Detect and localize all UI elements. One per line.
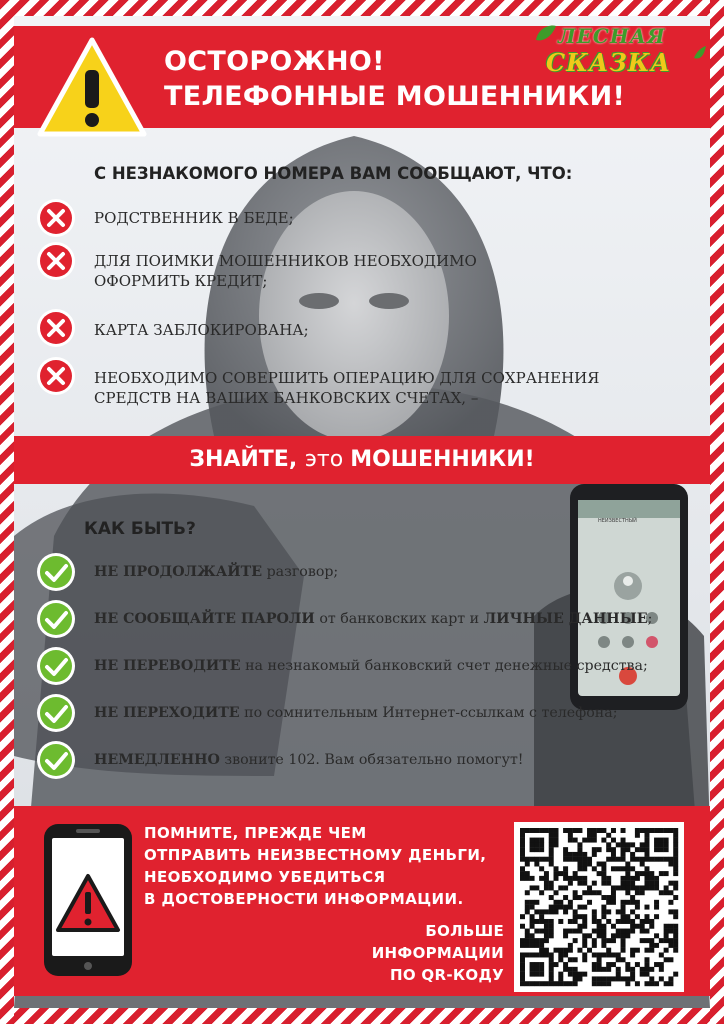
item-line-1: РОДСТВЕННИК В БЕДЕ; — [94, 209, 294, 227]
qr-info-text — [344, 920, 504, 986]
phone-warning-icon — [38, 820, 138, 980]
poster — [14, 16, 710, 1008]
footer-banner — [14, 806, 710, 996]
striped-border-right — [710, 0, 724, 1024]
green-check-icon — [36, 599, 76, 639]
red-cross-icon — [36, 356, 76, 396]
section-heading-howto: КАК БЫТЬ? — [84, 519, 196, 539]
alert-text-1: ЗНАЙТЕ, — [189, 447, 305, 472]
remember-line: ОТПРАВИТЬ НЕИЗВЕСТНОМУ ДЕНЬГИ, — [144, 846, 487, 864]
item-line-2: СРЕДСТВ НА ВАШИХ БАНКОВСКИХ СЧЕТАХ, – — [94, 389, 479, 407]
title-line-1: ОСТОРОЖНО! — [164, 46, 385, 77]
item-line-1: КАРТА ЗАБЛОКИРОВАНА; — [94, 321, 309, 339]
red-cross-icon — [36, 198, 76, 238]
tip-text: на незнакомый банковский счет денежные средства; — [240, 658, 648, 674]
green-check-icon — [36, 552, 76, 592]
tip-text: по сомнительным Интернет-ссылкам с телефона; — [239, 705, 618, 721]
tip-bold: НЕ ПЕРЕВОДИТЕ — [94, 658, 241, 674]
remember-line: ПОМНИТЕ, ПРЕЖДЕ ЧЕМ — [144, 824, 367, 842]
tip-bold-2: ЛИЧНЫЕ ДАННЫЕ — [483, 611, 648, 627]
green-check-icon — [36, 646, 76, 686]
red-cross-icon — [36, 241, 76, 281]
brand-logo — [530, 22, 706, 84]
striped-border-bottom — [0, 1008, 724, 1024]
phone-caller-label: НЕИЗВЕСТНЫЙ — [598, 518, 637, 524]
section-heading-warnings: С НЕЗНАКОМОГО НОМЕРА ВАМ СООБЩАЮТ, ЧТО: — [94, 164, 573, 183]
alert-text-3: МОШЕННИКИ! — [350, 447, 535, 472]
more-line: ИНФОРМАЦИИ — [371, 944, 504, 962]
item-line-2: ОФОРМИТЬ КРЕДИТ; — [94, 272, 268, 290]
green-check-icon — [36, 693, 76, 733]
logo-line-1: ЛЕСНАЯ — [558, 24, 666, 48]
striped-border-left — [0, 0, 14, 1024]
red-cross-icon — [36, 308, 76, 348]
tip-bold: НЕМЕДЛЕННО — [94, 752, 220, 768]
alert-banner — [14, 436, 710, 484]
item-line-1: ДЛЯ ПОИМКИ МОШЕННИКОВ НЕОБХОДИМО — [94, 252, 477, 270]
tip-bold: НЕ ПРОДОЛЖАЙТЕ — [94, 564, 263, 580]
logo-line-2: СКАЗКА — [546, 48, 672, 77]
tip-text: звоните 102. Вам обязательно помогут! — [219, 752, 524, 768]
striped-border-top — [0, 0, 724, 16]
more-line: ПО QR-КОДУ — [390, 966, 504, 984]
green-check-icon — [36, 740, 76, 780]
fine-print — [34, 990, 694, 998]
warning-triangle-icon — [36, 34, 148, 146]
remember-line: НЕОБХОДИМО УБЕДИТЬСЯ — [144, 868, 386, 886]
tip-bold: НЕ СООБЩАЙТЕ ПАРОЛИ — [94, 611, 315, 627]
more-line: БОЛЬШЕ — [425, 922, 504, 940]
tip-text-2: ; — [647, 611, 653, 627]
item-line-1: НЕОБХОДИМО СОВЕРШИТЬ ОПЕРАЦИЮ ДЛЯ СОХРАНЕНИЯ — [94, 369, 600, 387]
tip-bold: НЕ ПЕРЕХОДИТЕ — [94, 705, 240, 721]
alert-text-2: это — [304, 447, 351, 472]
remember-notice — [144, 822, 504, 910]
title-line-2: ТЕЛЕФОННЫЕ МОШЕННИКИ! — [164, 81, 626, 112]
qr-code-icon[interactable] — [514, 822, 684, 992]
remember-line: В ДОСТОВЕРНОСТИ ИНФОРМАЦИИ. — [144, 890, 464, 908]
tip-text: разговор; — [262, 564, 339, 580]
tip-text: от банковских карт и — [314, 611, 484, 627]
